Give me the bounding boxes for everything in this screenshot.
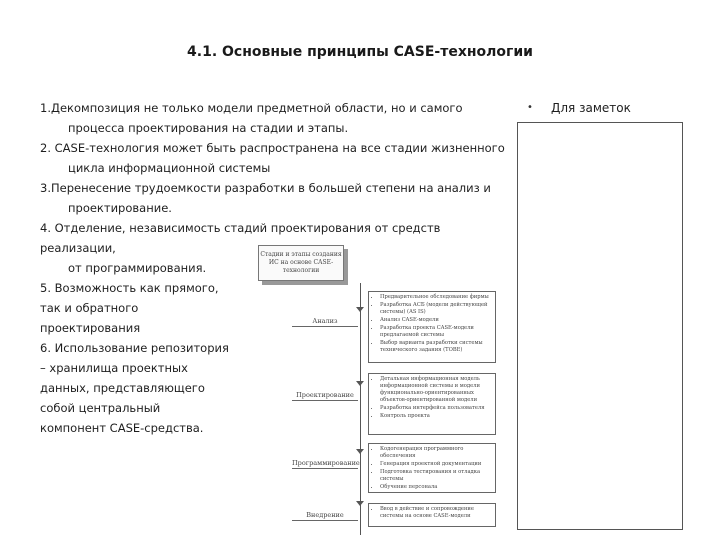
- stage-label: Проектирование: [292, 391, 358, 401]
- page-title: 4.1. Основные принципы CASE-технологии: [187, 44, 533, 60]
- arrow-icon: [356, 449, 364, 454]
- list-line: 3.Перенесение трудоемкости разработки в большей степени на анализ и: [40, 181, 491, 195]
- stage-step: • Разработка проекта CASE-модели предлагаемой системы: [380, 325, 492, 339]
- list-line: проектирования: [40, 321, 141, 335]
- stage-step: • Обучение персонала: [380, 484, 492, 491]
- list-line: цикла информационной системы: [68, 161, 271, 175]
- stage-step: • Разработка АСБ (модели действующей системы) (AS IS): [380, 302, 492, 316]
- diagram-spine: [360, 283, 361, 535]
- stage-box: [368, 503, 496, 527]
- stage-label: Анализ: [292, 317, 358, 327]
- list-line: 1.Декомпозиция не только модели предметной области, но и самого: [40, 101, 463, 115]
- stage-step: • Генерация проектной документации: [380, 461, 492, 468]
- stage-box: [368, 373, 496, 435]
- arrow-icon: [356, 501, 364, 506]
- list-item: [40, 178, 518, 218]
- diagram-top-label: Стадии и этапы создания ИС на основе CASE-технологии: [258, 245, 344, 281]
- list-line: проектирование.: [68, 201, 172, 215]
- list-item: [40, 98, 518, 138]
- stage-step: • Ввод в действие и сопровождение системы на основе CASE-модели: [380, 506, 492, 520]
- arrow-icon: [356, 307, 364, 312]
- list-line: данных, представляющего: [40, 381, 205, 395]
- list-item: [40, 338, 240, 438]
- stage-step: • Подготовка тестирования и отладка системы: [380, 469, 492, 483]
- list-item: [40, 278, 240, 338]
- list-line: собой центральный: [40, 401, 161, 415]
- notes-bullet: •: [527, 102, 533, 113]
- stage-label: Внедрение: [292, 511, 358, 521]
- stage-box: [368, 291, 496, 363]
- stage-step: • Кодогенерация программного обеспечения: [380, 446, 492, 460]
- notes-label: Для заметок: [551, 101, 631, 115]
- arrow-icon: [356, 381, 364, 386]
- notes-box: [517, 122, 683, 530]
- list-line: 5. Возможность как прямого,: [40, 281, 219, 295]
- stage-step: • Детальная информационная модель информационной системы и модели функционально-ориентированных объектов-ориентированной модели: [380, 376, 492, 404]
- stage-step: • Предварительное обследование фирмы: [380, 294, 492, 301]
- stage-box: [368, 443, 496, 493]
- list-item: [40, 138, 518, 178]
- list-line: 4. Отделение, независимость стадий проектирования от средств реализации,: [40, 221, 441, 255]
- case-stages-diagram: [258, 245, 516, 535]
- list-line: процесса проектирования на стадии и этапы.: [68, 121, 349, 135]
- list-line: от программирования.: [68, 261, 207, 275]
- list-line: 2. CASE-технология может быть распространена на все стадии жизненного: [40, 141, 505, 155]
- list-line: 6. Использование репозитория: [40, 341, 229, 355]
- stage-step: • Выбор варианта разработки системы технического задания (TOBE): [380, 340, 492, 354]
- stage-label: Программирование: [292, 459, 360, 467]
- stage-step: • Контроль проекта: [380, 413, 492, 420]
- stage-step: • Анализ CASE-модели: [380, 317, 492, 324]
- stage-step: • Разработка интерфейса пользователя: [380, 405, 492, 412]
- list-line: так и обратного: [40, 301, 139, 315]
- list-line: – хранилища проектных: [40, 361, 188, 375]
- list-line: компонент CASE-средства.: [40, 421, 204, 435]
